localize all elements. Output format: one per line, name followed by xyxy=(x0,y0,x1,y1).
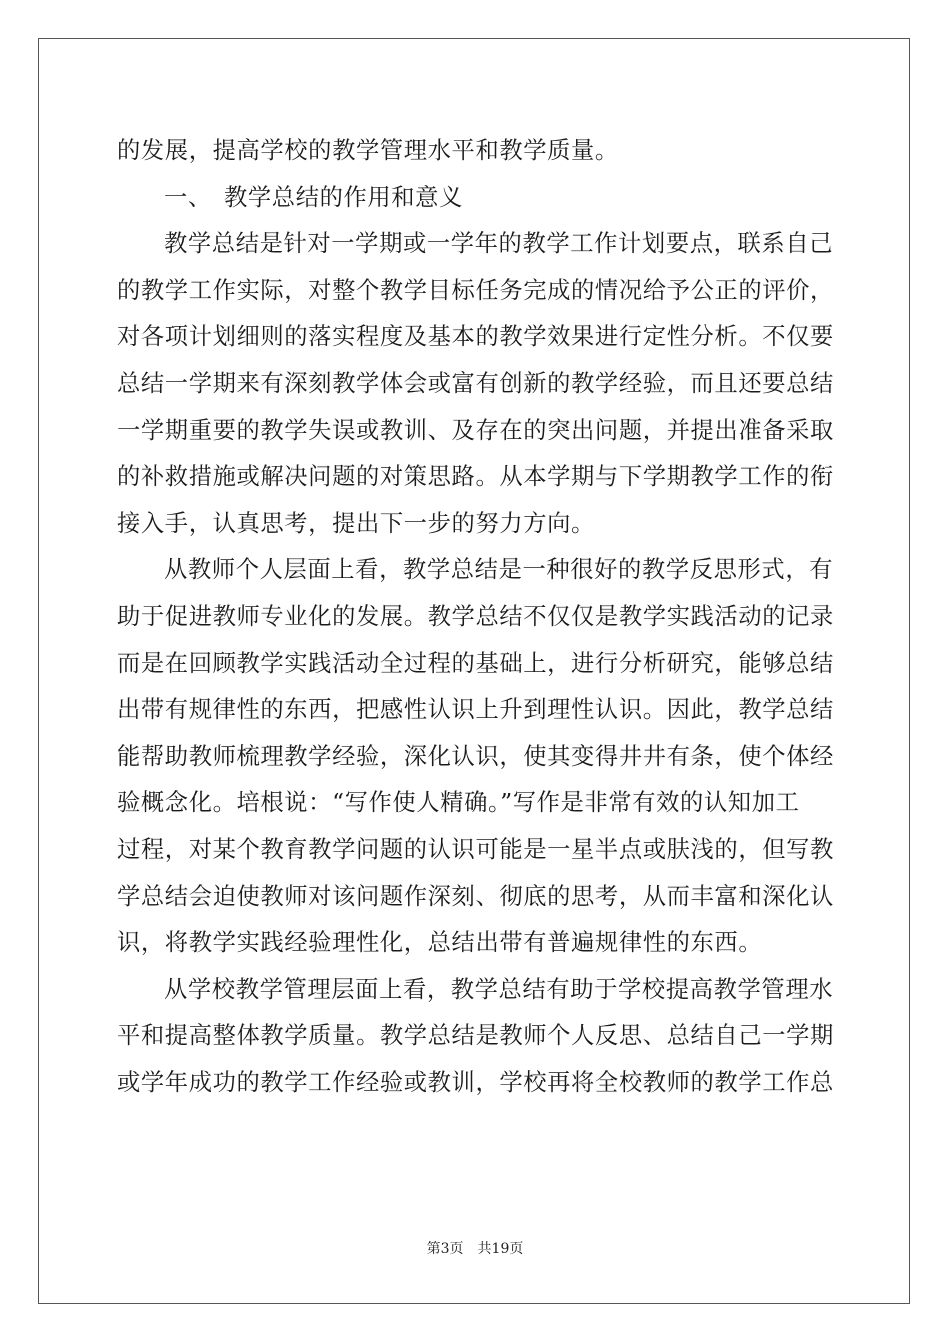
text-line: 平和提高整体教学质量。教学总结是教师个人反思、总结自己一学期 xyxy=(117,1022,834,1050)
text-line: 或学年成功的教学工作经验或教训，学校再将全校教师的教学工作总 xyxy=(117,1068,834,1096)
text-line: 总结一学期来有深刻教学体会或富有创新的教学经验，而且还要总结 xyxy=(117,369,834,397)
text-line: 出带有规律性的东西，把感性认识上升到理性认识。因此，教学总结 xyxy=(117,696,834,724)
text-line: 一学期重要的教学失误或教训、及存在的突出问题，并提出准备采取 xyxy=(117,416,834,444)
document-body xyxy=(117,128,834,1106)
page-number: 第3页 xyxy=(426,1241,464,1257)
text-line: 的补救措施或解决问题的对策思路。从本学期与下学期教学工作的衔 xyxy=(117,463,834,491)
paragraph-first-line: 教学总结是针对一学期或一学年的教学工作计划要点，联系自己 xyxy=(164,230,834,258)
section-number: 一、 xyxy=(164,183,212,211)
text-line: 而是在回顾教学实践活动全过程的基础上，进行分析研究，能够总结 xyxy=(117,649,834,677)
text-line: 学总结会迫使教师对该问题作深刻、彻底的思考，从而丰富和深化认 xyxy=(117,882,834,910)
text-line: 识，将教学实践经验理性化，总结出带有普遍规律性的东西。 xyxy=(117,929,763,957)
text-line: 验概念化。培根说：“写作使人精确。”写作是非常有效的认知加工 xyxy=(117,789,800,817)
section-heading xyxy=(117,175,834,222)
text-line: 过程，对某个教育教学问题的认识可能是一星半点或肤浅的，但写教 xyxy=(117,835,834,863)
paragraph-first-line: 从教师个人层面上看，教学总结是一种很好的教学反思形式，有 xyxy=(164,556,834,584)
text-line: 接入手，认真思考，提出下一步的努力方向。 xyxy=(117,509,595,537)
paragraph-first-line: 从学校教学管理层面上看，教学总结有助于学校提高教学管理水 xyxy=(164,975,834,1003)
text-line: 的发展，提高学校的教学管理水平和教学质量。 xyxy=(117,137,619,164)
page-total: 共19页 xyxy=(477,1241,524,1257)
section-title: 教学总结的作用和意义 xyxy=(224,183,463,211)
text-line: 的教学工作实际，对整个教学目标任务完成的情况给予公正的评价， xyxy=(117,276,834,304)
text-line: 能帮助教师梳理教学经验，深化认识，使其变得井井有条，使个体经 xyxy=(117,742,834,770)
page-footer xyxy=(0,1238,950,1258)
text-line: 对各项计划细则的落实程度及基本的教学效果进行定性分析。不仅要 xyxy=(117,323,834,351)
text-line: 助于促进教师专业化的发展。教学总结不仅仅是教学实践活动的记录 xyxy=(117,602,834,630)
